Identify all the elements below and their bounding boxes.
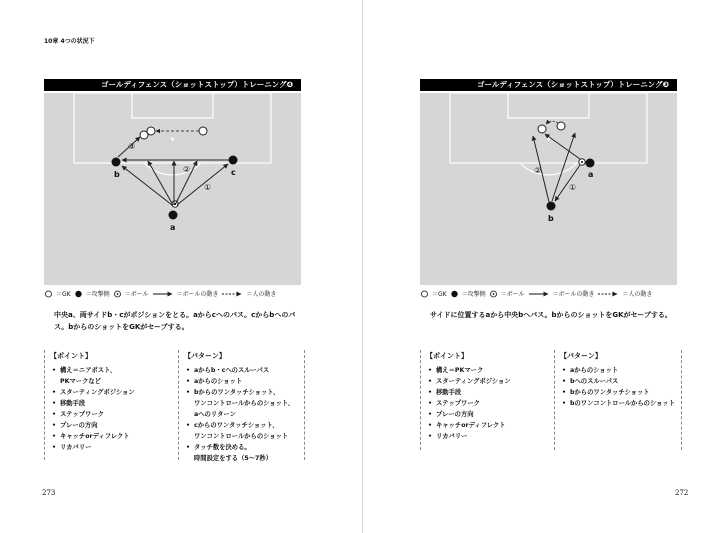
list-item: • aからのショット [186, 376, 304, 387]
patterns-title: 【パターン】 [560, 352, 602, 360]
training-diagram [420, 93, 677, 285]
list-item: • キャッチorディフレクト [428, 420, 552, 431]
field-background [44, 93, 301, 285]
divider [554, 350, 555, 450]
list-item: • スターティングポジション [428, 376, 552, 387]
divider [178, 350, 179, 460]
list-item: • リカバリー [428, 431, 552, 442]
legend-person-move: ＝人の動き [622, 291, 653, 298]
points-box-border [44, 350, 45, 460]
label-num1: ① [569, 183, 577, 192]
list-item: • aからのショット [562, 365, 680, 376]
ball-icon [113, 290, 122, 298]
patterns-box-border [681, 350, 682, 450]
solid-arrow-icon [152, 290, 174, 298]
gk-icon [199, 127, 207, 135]
ball-icon [489, 290, 498, 298]
attacker-icon [112, 158, 121, 167]
description: 中央a、両サイドb・cがポジションをとる。aからcへのパス。cからbへのパス。bからのショットをGKがセーブする。 [54, 311, 296, 331]
legend-ball: ＝ボール [500, 291, 525, 298]
list-item: • 移動手段 [52, 398, 176, 409]
description: サイドに位置するaから中央bへパス。bからのショットをGKがセーブする。 [430, 311, 672, 319]
legend-attacker: ＝攻撃側 [85, 291, 110, 298]
legend-ball: ＝ボール [124, 291, 149, 298]
field-background [420, 93, 677, 285]
chapter-header: 10章 4つの状況下 [44, 38, 95, 45]
training-title: ゴールディフェンス（ショットストップ）トレーニング❹ [44, 79, 301, 91]
legend-attacker: ＝攻撃側 [461, 291, 486, 298]
label-num3: ③ [128, 142, 136, 151]
gk-icon [44, 290, 53, 298]
gk-icon [147, 127, 155, 135]
points-title: 【ポイント】 [426, 352, 468, 360]
legend-ball-move: ＝ボールの動き [176, 291, 219, 298]
points-box-border [420, 350, 421, 450]
legend-gk: ＝GK [56, 291, 71, 298]
ball-icon [579, 159, 585, 165]
right-page [363, 0, 726, 533]
label-num1: ① [204, 183, 212, 192]
list-item: • cからのワンタッチショット、 ワンコントロールからのショット [186, 420, 304, 442]
patterns-list [186, 365, 304, 464]
label-num2: ② [183, 165, 191, 174]
list-item: • bへのスルーパス [562, 376, 680, 387]
points-list [52, 365, 176, 453]
list-item: • bのワンコントロールからのショット [562, 398, 680, 409]
label-player-b: b [114, 170, 120, 179]
legend-gk: ＝GK [432, 291, 447, 298]
label-player-a: a [170, 223, 176, 232]
patterns-list [562, 365, 680, 409]
points-list [428, 365, 552, 442]
label-player-b: b [548, 214, 554, 223]
list-item: • リカバリー [52, 442, 176, 453]
pk-mark [171, 138, 174, 141]
gk-icon [557, 122, 565, 130]
list-item: • 構え＝ニアポスト、 PKマークなど [52, 365, 176, 387]
list-item: • ステップワーク [428, 398, 552, 409]
page-number: 272 [675, 489, 689, 497]
label-player-a: a [588, 170, 594, 179]
list-item: • bからのワンタッチショット、 ワンコントロールからのショット、 aへのリターン [186, 387, 304, 420]
legend [44, 289, 276, 298]
legend [420, 289, 652, 298]
points-title: 【ポイント】 [50, 352, 92, 360]
pk-mark [547, 138, 550, 141]
list-item: • プレーの方向 [428, 409, 552, 420]
attacker-icon [169, 211, 178, 220]
list-item: • スターティングポジション [52, 387, 176, 398]
label-num2: ② [534, 166, 542, 175]
list-item: • aからb・cへのスルーパス [186, 365, 304, 376]
dashed-arrow-icon [597, 290, 619, 298]
attacker-icon [547, 202, 556, 211]
dashed-arrow-icon [221, 290, 243, 298]
list-item: • bからのワンタッチショット [562, 387, 680, 398]
attacker-icon [586, 159, 595, 168]
legend-person-move: ＝人の動き [246, 291, 277, 298]
attacker-icon [74, 290, 83, 298]
list-item: • 構え＝PKマーク [428, 365, 552, 376]
gk-icon [538, 125, 546, 133]
attacker-icon [450, 290, 459, 298]
gk-icon [420, 290, 429, 298]
list-item: • キャッチorディフレクト [52, 431, 176, 442]
list-item: • ステップワーク [52, 409, 176, 420]
legend-ball-move: ＝ボールの動き [552, 291, 595, 298]
training-diagram [44, 93, 301, 285]
patterns-box-border [304, 350, 305, 460]
attacker-icon [229, 156, 238, 165]
patterns-title: 【パターン】 [184, 352, 226, 360]
training-title: ゴールディフェンス（ショットストップ）トレーニング❸ [420, 79, 677, 91]
label-player-c: c [231, 168, 236, 177]
page-number: 273 [42, 489, 56, 497]
list-item: • 移動手段 [428, 387, 552, 398]
solid-arrow-icon [528, 290, 550, 298]
list-item: • タッチ数を決める。 時間設定をする（5〜7秒） [186, 442, 304, 464]
list-item: • プレーの方向 [52, 420, 176, 431]
